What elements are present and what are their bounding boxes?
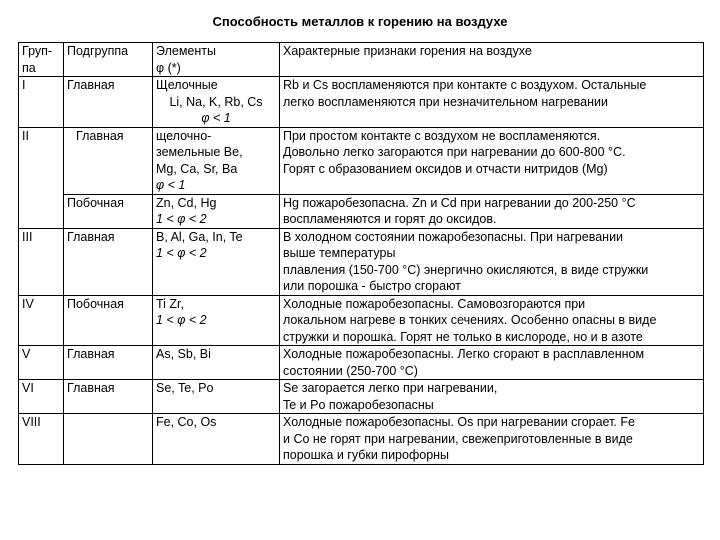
elements-line: Mg, Ca, Sr, Ba (156, 161, 238, 176)
elements-line: щелочно- (156, 128, 212, 143)
group-cell (19, 194, 64, 228)
features-line: состоянии (250-700 °С) (283, 363, 418, 378)
subgroup-cell: Главная (64, 77, 153, 128)
table-row (19, 228, 704, 295)
features-cell (280, 414, 704, 465)
features-line: и Co не горят при нагревании, свежеприготовленные в виде (283, 431, 633, 446)
group-cell: I (19, 77, 64, 128)
elements-cell (153, 127, 280, 194)
subgroup-cell: Побочная (64, 194, 153, 228)
features-line: порошка и губки пирофорны (283, 448, 450, 462)
features-cell (280, 127, 704, 194)
features-line: Se загорается легко при нагревании, (283, 381, 498, 395)
subgroup-cell: Побочная (64, 295, 153, 346)
elements-cell (153, 194, 280, 228)
features-line: При простом контакте с воздухом не воспламеняются. (283, 128, 601, 143)
elements-cell (153, 228, 280, 295)
elements-line: φ < 1 (201, 111, 231, 125)
features-line: Холодные пожаробезопасны. Os при нагревании сгорает. Fe (283, 415, 635, 429)
elements-line: B, Al, Ga, In, Te (156, 229, 243, 244)
features-line: Hg пожаробезопасна. Zn и Cd при нагревании до 200-250 °С (283, 195, 636, 210)
elements-cell (153, 77, 280, 128)
features-cell (280, 295, 704, 346)
elements-line: 1 < φ < 2 (156, 212, 207, 226)
features-line: Rb и Cs воспламеняются при контакте с воздухом. Остальные (283, 78, 647, 92)
features-line: или порошка - быстро сгорают (283, 279, 461, 293)
table-row (19, 194, 704, 228)
features-cell (280, 346, 704, 380)
features-line: Довольно легко загораются при нагревании до 600-800 °С. (283, 145, 626, 159)
features-line: локальном нагреве в тонких сечениях. Особенно опасны в виде (283, 313, 657, 327)
features-line: стружки и порошка. Горят не только в кислороде, но и в азоте (283, 329, 643, 344)
elements-line: Li, Na, K, Rb, Cs (169, 94, 263, 109)
subgroup-cell: Главная (64, 380, 153, 414)
header-elements (153, 43, 280, 77)
elements-line: φ < 1 (156, 178, 186, 192)
header-subgroup: Подгруппа (64, 43, 153, 77)
header-elements-label: Элементы (156, 44, 216, 58)
group-cell: V (19, 346, 64, 380)
features-line: воспламеняются и горят до оксидов. (283, 212, 497, 226)
table-row (19, 127, 704, 194)
features-line: плавления (150-700 °С) энергично окисляются, в виде стружки (283, 262, 649, 277)
group-cell: III (19, 228, 64, 295)
group-cell: II (19, 127, 64, 194)
features-line: легко воспламеняются при незначительном нагревании (283, 94, 608, 109)
elements-line: земельные Be, (156, 145, 243, 159)
metals-table (18, 42, 704, 465)
table-row (19, 414, 704, 465)
elements-cell (153, 346, 280, 380)
features-cell (280, 228, 704, 295)
elements-line: 1 < φ < 2 (156, 246, 207, 260)
elements-line: Se, Te, Po (156, 381, 214, 395)
elements-line: 1 < φ < 2 (156, 313, 207, 327)
elements-cell (153, 295, 280, 346)
group-cell: VI (19, 380, 64, 414)
table-row (19, 380, 704, 414)
header-group-line: па (22, 60, 36, 75)
features-line: выше температуры (283, 246, 396, 260)
features-cell (280, 380, 704, 414)
header-features: Характерные признаки горения на воздухе (280, 43, 704, 77)
subgroup-cell: Главная (64, 228, 153, 295)
header-group (19, 43, 64, 77)
table-row (19, 346, 704, 380)
subgroup-cell: Главная (64, 346, 153, 380)
features-line: Te и Po пожаробезопасны (283, 397, 434, 412)
table-row (19, 77, 704, 128)
group-cell: VIII (19, 414, 64, 465)
header-group-line: Груп- (22, 44, 53, 58)
elements-line: Ti Zr, (156, 296, 185, 311)
elements-cell (153, 414, 280, 465)
subgroup-cell (64, 414, 153, 465)
elements-line: As, Sb, Bi (156, 347, 211, 361)
page-title: Способность металлов к горению на воздухе (212, 14, 508, 29)
features-line: Горят с образованием оксидов и отчасти нитридов (Mg) (283, 161, 608, 176)
table-row (19, 295, 704, 346)
features-cell (280, 77, 704, 128)
elements-line: Fe, Co, Os (156, 415, 217, 429)
features-line: Холодные пожаробезопасны. Легко сгорают в расплавленном (283, 347, 645, 361)
subgroup-cell: Главная (64, 127, 153, 194)
elements-cell (153, 380, 280, 414)
elements-line: Щелочные (156, 78, 218, 92)
group-cell: IV (19, 295, 64, 346)
features-cell (280, 194, 704, 228)
features-line: Холодные пожаробезопасны. Самовозгораются при (283, 296, 586, 311)
header-row (19, 43, 704, 77)
elements-line: Zn, Cd, Hg (156, 195, 217, 210)
header-phi-note: φ (*) (156, 60, 181, 75)
features-line: В холодном состоянии пожаробезопасны. При нагревании (283, 229, 624, 244)
